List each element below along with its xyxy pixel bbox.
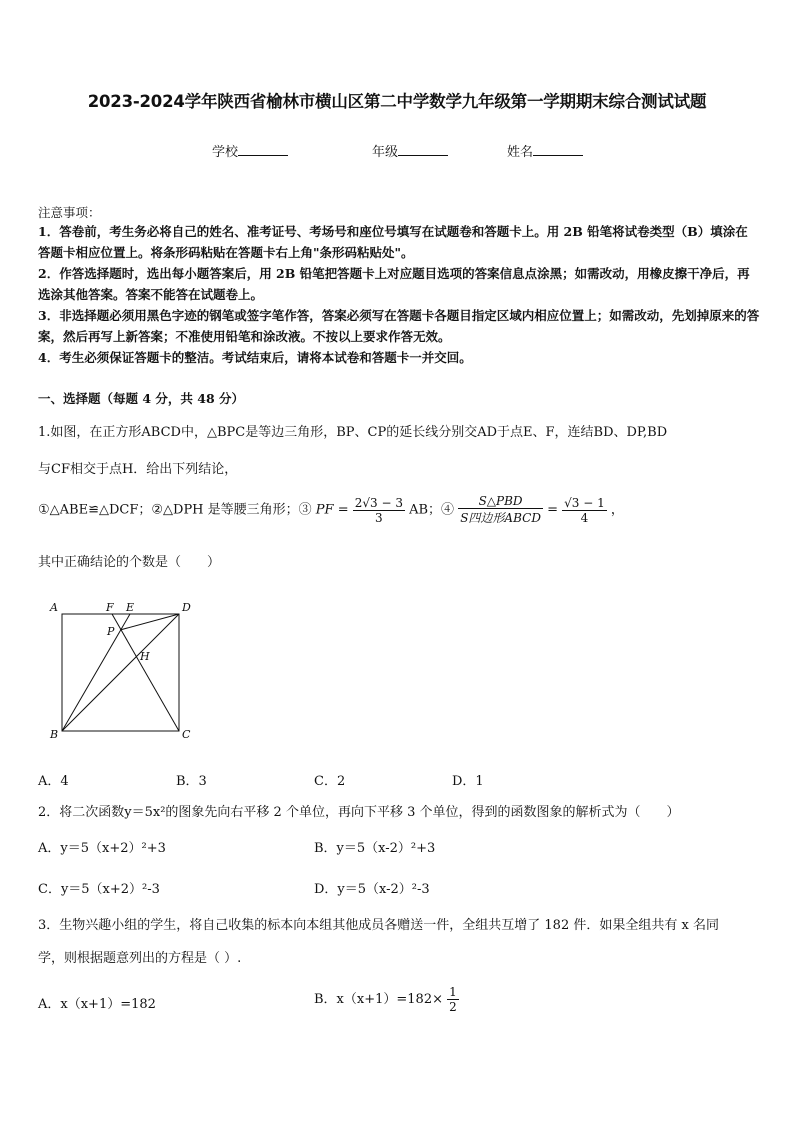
page-title: 2023-2024学年陕西省榆林市横山区第二中学数学九年级第一学期期末综合测试试题 <box>87 92 707 111</box>
name-field <box>507 141 583 160</box>
note-item: 4．考生必须保证答题卡的整洁。考试结束后，请将本试卷和答题卡一并交回。 <box>38 350 472 365</box>
q1-c4-numerator: S△PBD <box>458 494 543 509</box>
q1-c4-rhs-fraction <box>562 496 607 525</box>
label-e: E <box>126 601 135 614</box>
q1-c4-end: ， <box>610 502 624 518</box>
q1-c3-denominator: 3 <box>375 510 383 525</box>
q1-option-c: C．2 <box>314 774 346 789</box>
q1-c4-fraction <box>458 494 543 526</box>
grade-label: 年级 <box>372 145 399 160</box>
q3-option-a: A．x（x+1）=182 <box>38 997 156 1012</box>
q2-stem: 2．将二次函数y＝5x²的图象先向右平移 2 个单位，再向下平移 3 个单位，得到的函数图象的解析式为（ ） <box>38 805 680 820</box>
name-label: 姓名 <box>507 145 534 160</box>
q2-option-b: B．y＝5（x-2）²+3 <box>314 841 436 856</box>
q1-ask: 其中正确结论的个数是（ ） <box>38 555 221 570</box>
q1-c3-tail: AB；④ <box>409 502 455 518</box>
q3-option-b-denominator: 2 <box>449 1000 457 1014</box>
q1-c4-rhs-numerator: √3 − 1 <box>564 495 605 510</box>
label-f: F <box>106 601 114 614</box>
q1-option-a: A．4 <box>38 774 69 789</box>
q1-figure <box>44 598 204 744</box>
q1-line1: 1.如图，在正方形ABCD中，△BPC是等边三角形，BP、CP的延长线分别交AD于点E、F，连结BD、DP,BD <box>38 425 668 440</box>
note-item: 1．答卷前，考生务必将自己的姓名、准考证号、考场号和座位号填写在试题卷和答题卡上。用 2B 铅笔将试卷类型（B）填涂在答题卡相应位置上。将条形码粘贴在答题卡右上角"条形码粘贴处"。 <box>38 224 748 260</box>
school-blank <box>238 143 288 156</box>
notes-heading: 注意事项： <box>38 205 101 220</box>
school-label: 学校 <box>212 145 239 160</box>
q3-option-b-fraction <box>447 985 459 1014</box>
segment-cf <box>112 614 179 731</box>
q1-line2: 与CF相交于点H．给出下列结论， <box>38 462 238 477</box>
q1-c4-rhs-denominator: 4 <box>580 510 589 525</box>
school-field <box>212 141 288 160</box>
label-d: D <box>182 601 191 614</box>
q1-figure-lines <box>62 614 179 731</box>
section-heading: 一、选择题（每题 4 分，共 48 分） <box>38 391 245 406</box>
grade-blank <box>398 143 448 156</box>
label-c: C <box>182 728 191 741</box>
q2-option-a: A．y＝5（x+2）²+3 <box>38 841 166 856</box>
note-item: 3．非选择题必须用黑色字迹的钢笔或签字笔作答，答案必须写在答题卡各题目指定区域内相应位置上；如需改动，先划掉原来的答案，然后再写上新答案；不准使用铅笔和涂改液。不按以上要求作答无效。 <box>38 308 760 344</box>
label-p: P <box>107 625 115 638</box>
name-blank <box>533 143 583 156</box>
q2-option-c: C．y＝5（x+2）²-3 <box>38 882 160 897</box>
segment-bd <box>62 614 179 731</box>
label-b: B <box>50 728 59 741</box>
q3-option-b-text: B．x（x+1）=182× <box>314 992 443 1007</box>
q1-c3-numerator: 2√3 − 3 <box>354 495 403 510</box>
q3-line1: 3．生物兴趣小组的学生，将自己收集的标本向本组其他成员各赠送一件，全组共互增了 182 件．如果全组共有 x 名同 <box>38 918 719 933</box>
q3-option-b-numerator: 1 <box>449 985 457 999</box>
q1-c3-fraction <box>353 496 405 525</box>
q1-c3-lhs: PF = <box>315 502 349 518</box>
q1-conclusions <box>38 494 624 526</box>
q1-option-d: D．1 <box>452 774 484 789</box>
grade-field <box>372 141 448 160</box>
q2-option-d: D．y＝5（x-2）²-3 <box>314 882 430 897</box>
q1-conclusion-1-2: ①△ABE≌△DCF；②△DPH 是等腰三角形；③ <box>38 502 312 518</box>
q1-c4-equals: = <box>547 502 558 518</box>
q3-option-b <box>314 985 459 1014</box>
label-a: A <box>50 601 58 614</box>
label-h: H <box>140 650 150 663</box>
note-item: 2．作答选择题时，选出每小题答案后，用 2B 铅笔把答题卡上对应题目选项的答案信息点涂黑；如需改动，用橡皮擦干净后，再选涂其他答案。答案不能答在试题卷上。 <box>38 266 750 302</box>
q1-option-b: B．3 <box>176 774 207 789</box>
q1-c4-denominator: S四边形ABCD <box>460 511 541 525</box>
q3-line2: 学，则根据题意列出的方程是（ ）. <box>38 951 242 966</box>
